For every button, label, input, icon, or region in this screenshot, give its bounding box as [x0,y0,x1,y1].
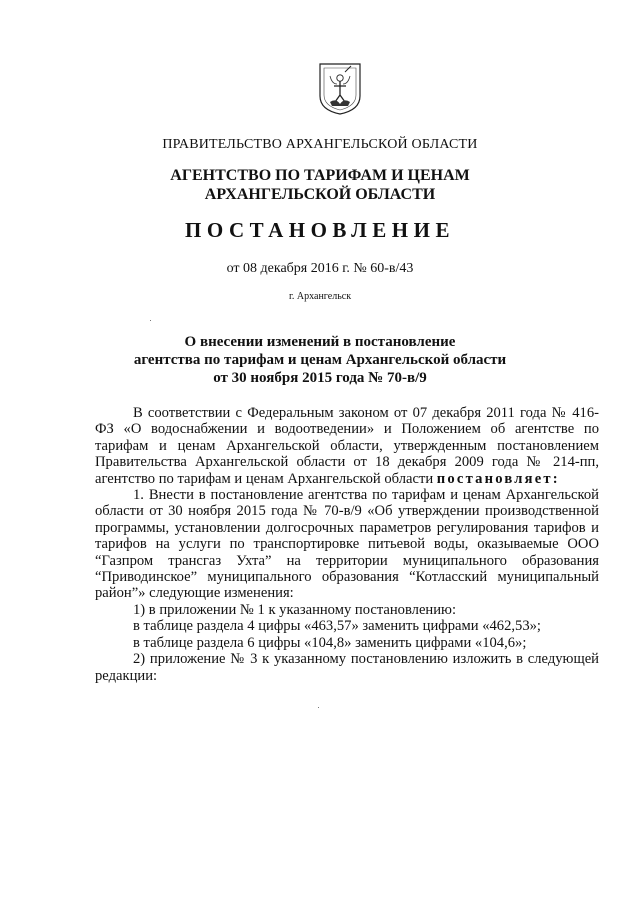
subject-line1: О внесении изменений в постановление [184,334,456,350]
agency-name-line2: АРХАНГЕЛЬСКОЙ ОБЛАСТИ [204,186,436,203]
subject-heading [0,333,640,387]
agency-name [0,166,640,204]
scan-speck [318,707,319,708]
resolves-word: постановляет: [436,470,560,487]
subitem-1a-paragraph: в таблице раздела 4 цифры «463,57» заменить цифрами «462,53»; [133,618,541,635]
preamble-text: В соответствии с Федеральным законом от 07 декабря 2011 года № 416-ФЗ «О водоснабжении и водоотведении» и Положением об агентстве по тарифам и ценам Архангельской области, утвержденным постановлением Правительства Архангельской области от 18 декабря 2009 года № 214-пп, агентство по тарифам и ценам Архангельской области [95,405,599,487]
date-and-number: от 08 декабря 2016 г. № 60-в/43 [226,261,414,276]
document-type-title: ПОСТАНОВЛЕНИЕ [185,218,455,242]
agency-name-line1: АГЕНТСТВО ПО ТАРИФАМ И ЦЕНАМ [170,167,470,184]
scan-speck [150,320,151,321]
subject-line3: от 30 ноября 2015 года № 70-в/9 [213,370,427,386]
preamble-paragraph [95,405,599,487]
city: г. Архангельск [288,291,352,302]
subitem-1b-paragraph: в таблице раздела 6 цифры «104,8» заменить цифрами «104,6»; [133,634,527,651]
subitem-2-paragraph: 2) приложение № 3 к указанному постановлению изложить в следующей редакции: [95,651,599,684]
coat-of-arms-emblem [318,62,362,116]
government-name: ПРАВИТЕЛЬСТВО АРХАНГЕЛЬСКОЙ ОБЛАСТИ [162,137,478,152]
document-body [95,405,599,684]
subject-line2: агентства по тарифам и ценам Архангельской области [133,352,507,368]
emblem-icon [318,62,362,116]
item-1-paragraph: 1. Внести в постановление агентства по тарифам и ценам Архангельской области от 30 ноября 2015 года № 70-в/9 «Об утверждении производственной программы, установлении долгосрочных параметров регулирования тарифов и тарифов на услуги по транспортировке питьевой воды, оказываемые ООО “Газпром трансгаз Ухта” на территории муниципального образования “Приводинское” муниципального образования “Котласский муниципальный район”» следующие изменения: [95,487,599,602]
subitem-1-paragraph: 1) в приложении № 1 к указанному постановлению: [133,601,457,618]
